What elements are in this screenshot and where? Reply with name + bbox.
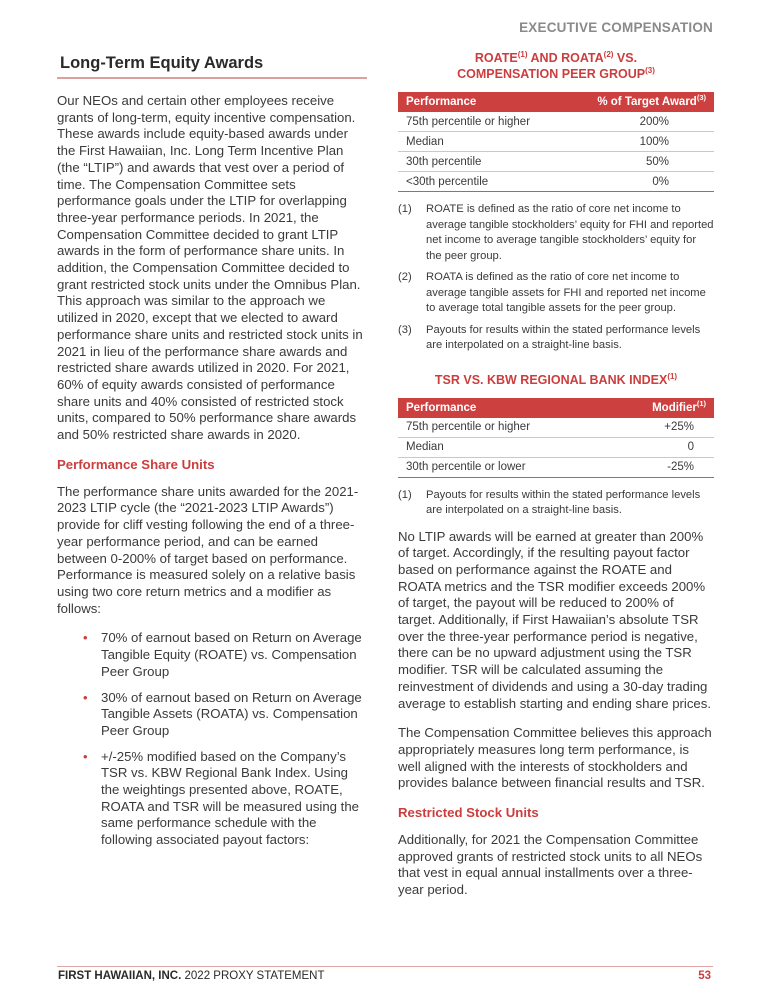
bullet-icon: • (83, 689, 88, 705)
footnote (398, 202, 714, 264)
performance-cell: <30th percentile (398, 172, 565, 192)
tsr-table (398, 398, 714, 478)
table-row (398, 172, 714, 192)
table-header-row (398, 92, 714, 112)
page-number: 53 (698, 970, 711, 982)
performance-cell: 75th percentile or higher (398, 418, 609, 438)
section-title: Long-Term Equity Awards (57, 50, 367, 79)
earnout-list (57, 630, 367, 848)
footnote (398, 323, 714, 354)
value-cell: -25% (609, 457, 714, 477)
footer-document-title (58, 970, 324, 982)
table-row (398, 418, 714, 438)
footnote-ref: (1) (517, 49, 528, 59)
column-header-modifier (609, 398, 714, 418)
table-row (398, 132, 714, 152)
table-row (398, 152, 714, 172)
footnote (398, 488, 714, 519)
rsu-heading: Restricted Stock Units (398, 805, 539, 821)
roate-footnotes (398, 202, 714, 354)
table-row (398, 112, 714, 132)
header-label: % of Target Award (597, 96, 697, 108)
section-header: EXECUTIVE COMPENSATION (519, 20, 713, 35)
title-part: AND ROATA (527, 51, 604, 65)
table-header-row (398, 398, 714, 418)
performance-cell: Median (398, 132, 565, 152)
footnote-text: Payouts for results within the stated performance levels are interpolated on a straight-line basis. (426, 323, 701, 351)
table-row (398, 437, 714, 457)
footnote-text: ROATE is defined as the ratio of core net income to average tangible stockholders’ equity for FHI and reported net income to average tangible stockholders’ equity for the peer group. (426, 203, 714, 262)
right-column (398, 50, 714, 912)
rsu-paragraph: Additionally, for 2021 the Compensation Committee approved grants of restricted stock units to all NEOs that vest in equal annual installments over a three-year period. (398, 832, 703, 898)
psu-paragraph: The performance share units awarded for the 2021-2023 LTIP cycle (the “2021-2023 LTIP Awards”) provide for cliff vesting following the end of a three-year performance period, and can be earned between 0-200% of target based on performance. Performance is measured solely on a relative basis using two core return metrics and a modifier as follows: (57, 483, 359, 616)
performance-cell: 30th percentile (398, 152, 565, 172)
bullet-icon: • (83, 748, 88, 764)
footnote-number: (3) (398, 323, 412, 336)
list-item (81, 690, 367, 740)
footnote-text: ROATA is defined as the ratio of core net income to average tangible assets for FHI and reported net income to average total tangible assets for the peer group. (426, 271, 706, 314)
list-item-text: 30% of earnout based on Return on Average Tangible Assets (ROATA) vs. Compensation Peer Group (101, 689, 362, 738)
footnote-ref: (1) (696, 398, 706, 408)
footnote-ref: (3) (696, 93, 706, 103)
header-label: Modifier (652, 401, 697, 414)
list-item-text: 70% of earnout based on Return on Average Tangible Equity (ROATE) vs. Compensation Peer Group (101, 630, 362, 679)
value-cell: 50% (565, 152, 714, 172)
tsr-footnotes (398, 488, 714, 519)
performance-cell: 75th percentile or higher (398, 112, 565, 132)
footnote-ref: (1) (667, 371, 678, 381)
tsr-table-title (398, 372, 714, 388)
list-item-text: +/-25% modified based on the Company’s TSR vs. KBW Regional Bank Index. Using the weightings presented above, ROATE, ROATA and TSR will be measured using the same performance schedule with the following associated payout factors: (101, 748, 360, 848)
bullet-icon: • (83, 630, 88, 646)
table-row (398, 457, 714, 477)
roate-roata-table (398, 92, 714, 192)
list-item (81, 749, 367, 849)
list-item (81, 630, 367, 680)
footnote-number: (1) (398, 203, 412, 215)
value-cell: 200% (565, 112, 714, 132)
value-cell: +25% (609, 418, 714, 438)
column-header-target-award (565, 92, 714, 112)
intro-paragraph: Our NEOs and certain other employees receive grants of long-term, equity incentive compensation. These awards include equity-based awards under the First Hawaiian, Inc. Long Term Incentive Plan (the “LTIP”) and awards that vest over a period of time. The Compensation Committee sets performance goals under the LTIP for overlapping three-year performance periods. In 2021, the Compensation Committee decided to grant LTIP awards in the form of performance share units. In addition, the Compensation Committee decided to grant restricted stock units under the Omnibus Plan. This approach was similar to the approach we utilized in 2020, except that we elected to award performance share units and restricted stock units in 2021 in lieu of the performance share awards and restricted share awards utilized in 2020. For 2021, 60% of equity awards consisted of performance share units and 40% consisted of restricted stock units, compared to 50% performance share awards and 50% restricted share awards in 2020. (57, 93, 363, 443)
title-part: COMPENSATION PEER GROUP (457, 67, 646, 81)
performance-cell: 30th percentile or lower (398, 457, 609, 477)
footnote-ref: (2) (603, 49, 614, 59)
footer-doc-name: 2022 PROXY STATEMENT (181, 970, 325, 982)
value-cell: 100% (565, 132, 714, 152)
performance-cell: Median (398, 437, 609, 457)
title-part: VS. (613, 51, 638, 65)
psu-heading: Performance Share Units (57, 456, 215, 472)
footnote-text: Payouts for results within the stated performance levels are interpolated on a straight-line basis. (426, 488, 701, 516)
footnote-ref: (3) (645, 65, 655, 75)
committee-paragraph: The Compensation Committee believes this approach appropriately measures long term performance, is well aligned with the interests of stockholders and provides balance between financial results and TSR. (398, 725, 712, 791)
title-part: ROATE (474, 51, 518, 65)
footnote-number: (2) (398, 271, 412, 283)
left-column (57, 50, 367, 858)
value-cell: 0% (565, 172, 714, 192)
roate-table-title (398, 50, 714, 82)
footer-company: FIRST HAWAIIAN, INC. (58, 970, 182, 982)
value-cell: 0 (609, 437, 714, 457)
cap-paragraph: No LTIP awards will be earned at greater than 200% of target. Accordingly, if the resulting payout factor based on performance against the ROATE and ROATA metrics and the TSR modifier exceeds 200% of target, the payout will be reduced to 200% of target. Additionally, if First Hawaiian’s absolute TSR over the three-year performance period is negative, there can be no upward adjustment using the TSR modifier. TSR will be calculated assuming the reinvestment of dividends and using a 30-day trading average to establish starting and ending share prices. (398, 528, 712, 711)
title-part: TSR VS. KBW REGIONAL BANK INDEX (434, 372, 668, 387)
column-header-performance: Performance (398, 398, 609, 418)
footnote (398, 270, 714, 317)
column-header-performance: Performance (398, 92, 565, 112)
footer-divider (57, 966, 713, 967)
footnote-number: (1) (398, 488, 412, 501)
